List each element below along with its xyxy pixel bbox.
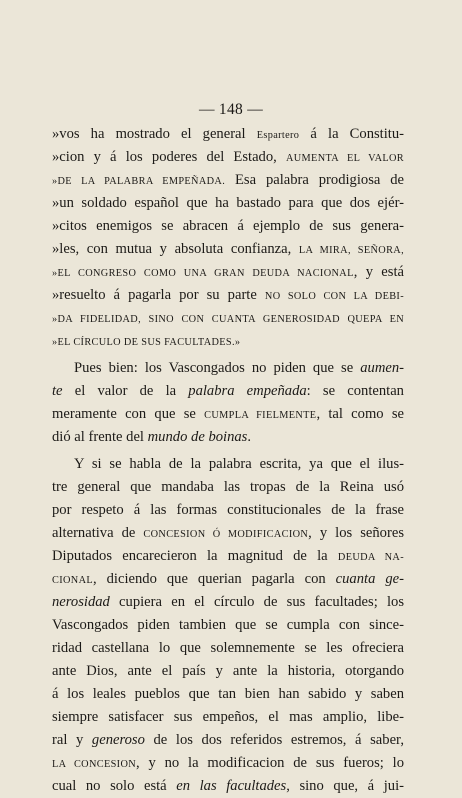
text-run: ante Dios, ante el país y ante la historia, otorgando bbox=[52, 663, 404, 679]
text-run: tre general que mandaba las tropas de la Reina usó bbox=[52, 479, 404, 495]
text-line bbox=[52, 775, 404, 798]
text-run: á los leales pueblos que tan bien han sabido y saben bbox=[52, 686, 404, 702]
italic-run: en las facultades bbox=[176, 778, 287, 794]
text-run: siempre satisfacer sus empeños, el mas amplio, libe- bbox=[52, 709, 404, 725]
text-run: »les, con mutua y absoluta confianza, bbox=[52, 241, 299, 257]
text-line bbox=[52, 545, 404, 568]
italic-run: palabra empeñada bbox=[188, 383, 307, 399]
text-line bbox=[52, 123, 404, 146]
text-run: de los dos referidos estremos, á saber, bbox=[144, 732, 404, 748]
text-line bbox=[52, 169, 404, 192]
text-run: , y los señores bbox=[308, 525, 404, 541]
small-caps-run: CONCESION Ó MODIFICACION bbox=[143, 529, 309, 540]
text-run: »citos enemigos se abracen á ejemplo de sus genera- bbox=[52, 218, 404, 234]
text-run: Pues bien: los Vascongados no piden que se bbox=[74, 360, 361, 376]
text-run: meramente con que se bbox=[52, 406, 205, 422]
small-caps-run: CIONAL bbox=[52, 575, 93, 586]
small-caps-run: NO SOLO CON LA DEBI- bbox=[264, 291, 404, 302]
small-caps-run: DEUDA NA- bbox=[337, 552, 404, 563]
text-line bbox=[52, 660, 404, 683]
italic-run: te bbox=[52, 383, 63, 399]
text-line bbox=[52, 307, 404, 330]
text-line bbox=[52, 706, 404, 729]
text-run: , y está bbox=[353, 264, 404, 280]
text-run: dió al frente del bbox=[52, 429, 148, 445]
text-line bbox=[52, 380, 404, 403]
small-caps-run: LA CONCESION bbox=[52, 759, 137, 770]
small-caps-run: »DA FIDELIDAD, SINO CON CUANTA GENEROSIDAD QUEPA EN bbox=[52, 314, 404, 325]
italic-run: aumen- bbox=[360, 360, 404, 376]
body-text bbox=[52, 123, 404, 798]
text-line bbox=[52, 261, 404, 284]
text-line bbox=[52, 357, 404, 380]
text-line bbox=[52, 453, 404, 476]
small-caps-run: Espartero bbox=[256, 130, 300, 141]
text-run: . bbox=[247, 429, 252, 445]
text-line bbox=[52, 426, 404, 449]
text-line bbox=[52, 284, 404, 307]
text-run: Y si se habla de la palabra escrita, ya que el ilus- bbox=[74, 456, 404, 472]
text-run: »un soldado español que ha bastado para que dos ejér- bbox=[52, 195, 404, 211]
text-line bbox=[52, 476, 404, 499]
text-run: Esa palabra prodigiosa de bbox=[225, 172, 404, 188]
text-run: cual no solo está bbox=[52, 778, 177, 794]
text-line bbox=[52, 499, 404, 522]
italic-run: mundo de boinas bbox=[147, 429, 248, 445]
text-line bbox=[52, 522, 404, 545]
text-run: alternativa de bbox=[52, 525, 144, 541]
text-line bbox=[52, 729, 404, 752]
text-line bbox=[52, 683, 404, 706]
text-run: cupiera en el círculo de sus facultades; los bbox=[109, 594, 404, 610]
text-line bbox=[52, 330, 404, 353]
text-run: : se contentan bbox=[306, 383, 404, 399]
text-line bbox=[52, 637, 404, 660]
small-caps-run: »EL CÍRCULO DE SUS FACULTADES.» bbox=[52, 337, 241, 348]
text-line bbox=[52, 192, 404, 215]
text-run: »resuelto á pagarla por su parte bbox=[52, 287, 265, 303]
text-line bbox=[52, 146, 404, 169]
text-run: , tal como se bbox=[316, 406, 405, 422]
text-run: Diputados encarecieron la magnitud de la bbox=[52, 548, 338, 564]
text-run: el valor de la bbox=[62, 383, 189, 399]
text-line bbox=[52, 568, 404, 591]
italic-run: cuanta ge- bbox=[335, 571, 404, 587]
text-run: , diciendo que querian pagarla con bbox=[93, 571, 336, 587]
text-line bbox=[52, 591, 404, 614]
italic-run: generoso bbox=[91, 732, 145, 748]
small-caps-run: CUMPLA FIELMENTE bbox=[204, 410, 317, 421]
text-run: ridad castellana lo que solemnemente se les ofreciera bbox=[52, 640, 404, 656]
text-line bbox=[52, 403, 404, 426]
small-caps-run: »EL CONGRESO COMO UNA GRAN DEUDA NACIONAL bbox=[52, 268, 354, 279]
small-caps-run: »DE LA PALABRA EMPEÑADA. bbox=[52, 176, 226, 187]
text-run: ral y bbox=[52, 732, 92, 748]
text-line bbox=[52, 752, 404, 775]
text-line bbox=[52, 215, 404, 238]
text-line bbox=[52, 238, 404, 261]
italic-run: nerosidad bbox=[52, 594, 110, 610]
text-run: »cion y á los poderes del Estado, bbox=[52, 149, 286, 165]
text-run: Vascongados piden tambien que se cumpla con since- bbox=[52, 617, 404, 633]
text-run: »vos ha mostrado el general bbox=[52, 126, 257, 142]
text-run: , y no la modificacion de sus fueros; lo bbox=[136, 755, 405, 771]
page-number: — 148 — bbox=[198, 101, 264, 118]
text-run: , sino que, á jui- bbox=[286, 778, 404, 794]
text-run: á la Constitu- bbox=[299, 126, 404, 142]
small-caps-run: LA MIRA, SEÑORA, bbox=[298, 245, 405, 256]
small-caps-run: AUMENTA EL VALOR bbox=[285, 153, 405, 164]
text-line bbox=[52, 614, 404, 637]
text-run: por respeto á las formas constitucionales de la frase bbox=[52, 502, 404, 518]
